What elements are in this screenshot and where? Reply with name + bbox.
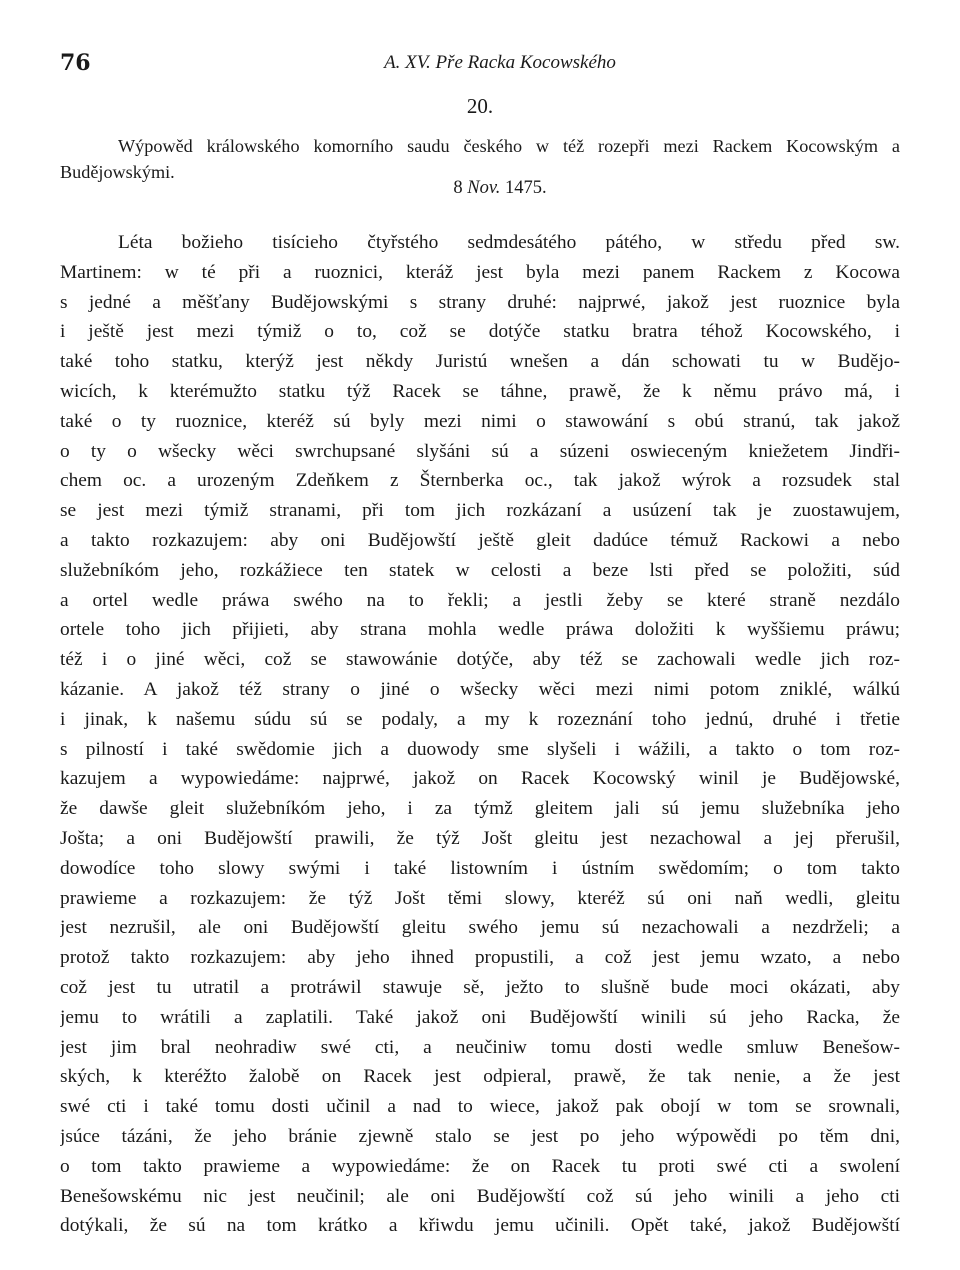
text-line: jest nezrušil, ale oni Budějowští gleitu swého jemu sú nezachowali a nezdrželi; a — [60, 917, 900, 939]
text-line: i jinak, k našemu súdu sú se podaly, a my k rozeznání toho jednú, druhé i třetie — [60, 708, 900, 730]
document-page — [60, 0, 900, 1270]
text-line: a ortel wedle práwa swého na to řekli; a jestli žeby se které straně nezdálo — [60, 589, 900, 611]
text-line: s pilností i také swědomie jich a duowody sme slyšeli i wážili, a takto o tom roz- — [60, 738, 900, 760]
text-line: Benešowskému nic jest neučinil; ale oni Budějowští což sú jeho winili a jeho cti — [60, 1185, 900, 1207]
text-line: jsúce tázáni, že jeho bránie zjewně stalo se jest po jeho wýpowědi po těm dni, — [60, 1125, 900, 1147]
text-line: dowodíce toho slowy swými i také listowním i ústním swědomím; o tom takto — [60, 857, 900, 879]
text-line: swé cti i také tomu dosti učinil a nad to wiece, jakož pak obojí w tom se srownali, — [60, 1096, 900, 1118]
text-line: jemu to wrátili a zaplatili. Také jakož oni Budějowští winili sú jeho Racka, že — [60, 1006, 900, 1028]
text-line: prawieme a rozkazujem: že týž Jošt těmi slowy, kteréž sú oni naň wedli, gleitu — [60, 887, 900, 909]
text-line: protož takto rozkazujem: aby jeho ihned propustili, a což jest jemu wzato, a nebo — [60, 947, 900, 969]
text-line: služebníkóm jeho, rozkážiece ten statek w celosti a beze lsti před se položiti, súd — [60, 559, 900, 581]
text-line: o tom takto prawieme a wypowiedáme: že on Racek tu proti swé cti a swolení — [60, 1155, 900, 1177]
text-line: a takto rozkazujem: aby oni Budějowští ještě gleit dadúce témuž Rackowi a nebo — [60, 529, 900, 551]
text-line: kazujem a wypowiedáme: najprwé, jakož on Racek Kocowský winil je Budějowské, — [60, 768, 900, 790]
document-date — [60, 178, 900, 199]
text-line: což jest tu utratil a protráwil stawuje sě, ježto to slušně bude moci okázati, aby — [60, 976, 900, 998]
text-line: kázanie. A jakož též strany o jiné o wšecky wěci mezi nimi potom zniklé, wálkú — [60, 678, 900, 700]
date-year: 1475. — [500, 178, 547, 198]
text-line: wicích, k kterémužto statku týž Racek se táhne, prawě, že k němu právo má, i — [60, 380, 900, 402]
text-line: Martinem: w té při a ruoznici, kteráž jest byla mezi panem Rackem z Kocowa — [60, 261, 900, 283]
text-line: o ty o wšecky wěci swrchupsané slyšáni sú a súzeni oswieceným kniežetem Jindři- — [60, 440, 900, 462]
text-line: s jedné a měšťany Budějowskými s strany druhé: najprwé, jakož jest ruoznice byla — [60, 291, 900, 313]
text-line: chem oc. a urozeným Zdeňkem z Šternberka oc., tak jakož wýrok a rozsudek stal — [60, 470, 900, 492]
text-line: ských, k kteréžto žalobě on Racek jest odpieral, prawě, že tak nenie, a že jest — [60, 1066, 900, 1088]
document-heading: Wýpowěd králowského komorního saudu českého w též rozepři mezi Rackem Kocowským a Budějowskými. — [60, 136, 900, 182]
text-line: i ještě jest mezi týmiž o to, což se dotýče statku bratra téhož Kocowského, i — [60, 321, 900, 343]
text-line: také toho statku, kterýž jest někdy Juristú wnešen a dán schowati tu w Budějo- — [60, 351, 900, 373]
text-line: ortele toho jich přijieti, aby strana mohla wedle práwa doložiti k wyššiemu práwu; — [60, 619, 900, 641]
text-line: jest jim bral neohradiw swé cti, a neučiniw tomu dosti wedle smluw Benešow- — [60, 1036, 900, 1058]
page-header — [60, 50, 900, 82]
page-number: 76 — [60, 50, 91, 76]
text-line: se jest mezi týmiž stranami, při tom jich rozkázaní a usúzení tak je zuostawujem, — [60, 500, 900, 522]
text-line: Jošta; a oni Budějowští prawili, že týž Jošt gleitu jest nezachowal a jej přerušil, — [60, 827, 900, 849]
running-title: A. XV. Pře Racka Kocowského — [384, 52, 616, 73]
body-text — [60, 228, 900, 1241]
text-line: Léta božieho tisícieho čtyřstého sedmdesátého pátého, w středu před sw. — [118, 232, 900, 253]
text-line: také o ty ruoznice, kteréž sú byly mezi nimi o stawowání s obú stranú, tak jakož — [60, 410, 900, 432]
date-day: 8 — [453, 178, 468, 198]
text-line: dotýkali, že sú na tom krátko a křiwdu jemu učinili. Opět také, jakož Budějowští — [60, 1215, 900, 1237]
document-number: 20. — [466, 94, 494, 118]
date-month: Nov. — [467, 178, 501, 198]
text-line: též i o jiné wěci, což se stawowánie dotýče, aby též se zachowali wedle jich roz- — [60, 649, 900, 671]
text-line: že dawše gleit služebníkóm jeho, i za týmž gleitem jali sú jemu služebníka jeho — [60, 798, 900, 820]
